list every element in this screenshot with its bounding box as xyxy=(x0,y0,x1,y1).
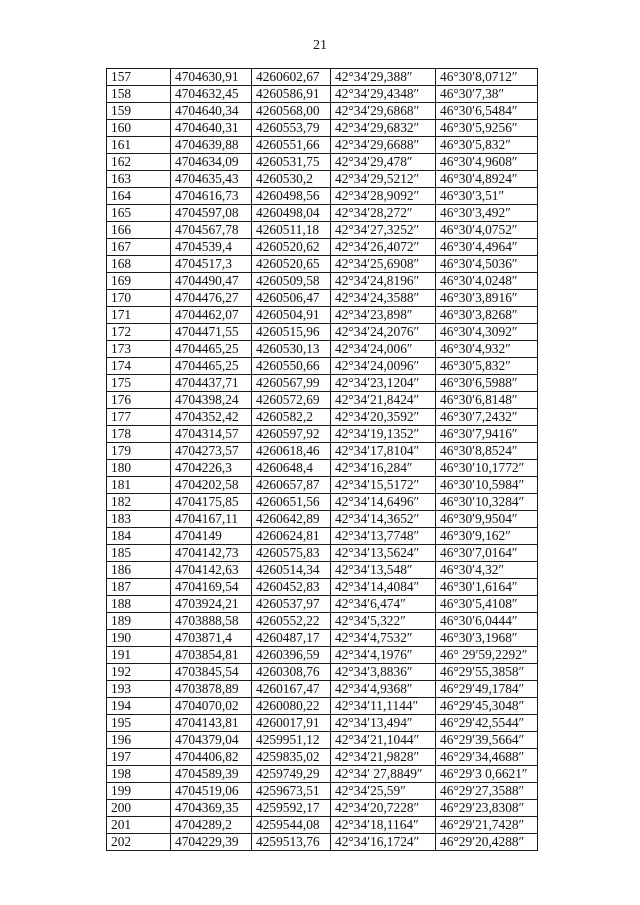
y-coordinate-cell: 4260452,83 xyxy=(252,579,331,596)
point-number-cell: 169 xyxy=(107,273,171,290)
x-coordinate-cell: 4704437,71 xyxy=(171,375,252,392)
latitude-cell: 42°34′16,1724″ xyxy=(331,834,436,851)
point-number-cell: 164 xyxy=(107,188,171,205)
x-coordinate-cell: 4704640,31 xyxy=(171,120,252,137)
x-coordinate-cell: 4704589,39 xyxy=(171,766,252,783)
y-coordinate-cell: 4260167,47 xyxy=(252,681,331,698)
latitude-cell: 42°34′3,8836″ xyxy=(331,664,436,681)
table-row xyxy=(107,256,538,273)
y-coordinate-cell: 4260572,69 xyxy=(252,392,331,409)
x-coordinate-cell: 4703854,81 xyxy=(171,647,252,664)
latitude-cell: 42°34′11,1144″ xyxy=(331,698,436,715)
latitude-cell: 42°34′29,4348″ xyxy=(331,86,436,103)
latitude-cell: 42°34′25,6908″ xyxy=(331,256,436,273)
point-number-cell: 177 xyxy=(107,409,171,426)
table-row xyxy=(107,766,538,783)
table-row xyxy=(107,613,538,630)
x-coordinate-cell: 4704630,91 xyxy=(171,69,252,86)
longitude-cell: 46°30′9,9504″ xyxy=(436,511,538,528)
table-row xyxy=(107,545,538,562)
y-coordinate-cell: 4260487,17 xyxy=(252,630,331,647)
latitude-cell: 42°34′14,4084″ xyxy=(331,579,436,596)
longitude-cell: 46°29′55,3858″ xyxy=(436,664,538,681)
x-coordinate-cell: 4704070,02 xyxy=(171,698,252,715)
longitude-cell: 46°30′4,5036″ xyxy=(436,256,538,273)
longitude-cell: 46°29′49,1784″ xyxy=(436,681,538,698)
y-coordinate-cell: 4260551,66 xyxy=(252,137,331,154)
y-coordinate-cell: 4260530,2 xyxy=(252,171,331,188)
table-row xyxy=(107,783,538,800)
x-coordinate-cell: 4704640,34 xyxy=(171,103,252,120)
point-number-cell: 158 xyxy=(107,86,171,103)
y-coordinate-cell: 4260514,34 xyxy=(252,562,331,579)
y-coordinate-cell: 4260080,22 xyxy=(252,698,331,715)
table-row xyxy=(107,171,538,188)
point-number-cell: 167 xyxy=(107,239,171,256)
table-row xyxy=(107,800,538,817)
point-number-cell: 190 xyxy=(107,630,171,647)
x-coordinate-cell: 4704169,54 xyxy=(171,579,252,596)
latitude-cell: 42°34′24,0096″ xyxy=(331,358,436,375)
table-row xyxy=(107,647,538,664)
y-coordinate-cell: 4260651,56 xyxy=(252,494,331,511)
longitude-cell: 46°30′7,0164″ xyxy=(436,545,538,562)
latitude-cell: 42°34′21,9828″ xyxy=(331,749,436,766)
y-coordinate-cell: 4260515,96 xyxy=(252,324,331,341)
point-number-cell: 171 xyxy=(107,307,171,324)
x-coordinate-cell: 4704226,3 xyxy=(171,460,252,477)
longitude-cell: 46°30′5,832″ xyxy=(436,358,538,375)
point-number-cell: 187 xyxy=(107,579,171,596)
longitude-cell: 46°30′8,0712″ xyxy=(436,69,538,86)
longitude-cell: 46°30′10,1772″ xyxy=(436,460,538,477)
longitude-cell: 46°30′4,0248″ xyxy=(436,273,538,290)
point-number-cell: 195 xyxy=(107,715,171,732)
latitude-cell: 42°34′4,7532″ xyxy=(331,630,436,647)
table-row xyxy=(107,749,538,766)
longitude-cell: 46°30′7,9416″ xyxy=(436,426,538,443)
longitude-cell: 46°30′4,32″ xyxy=(436,562,538,579)
latitude-cell: 42°34′18,1164″ xyxy=(331,817,436,834)
latitude-cell: 42°34′29,388″ xyxy=(331,69,436,86)
latitude-cell: 42°34′20,3592″ xyxy=(331,409,436,426)
table-row xyxy=(107,239,538,256)
y-coordinate-cell: 4260509,58 xyxy=(252,273,331,290)
point-number-cell: 175 xyxy=(107,375,171,392)
table-row xyxy=(107,477,538,494)
table-row xyxy=(107,426,538,443)
point-number-cell: 179 xyxy=(107,443,171,460)
x-coordinate-cell: 4704465,25 xyxy=(171,341,252,358)
point-number-cell: 170 xyxy=(107,290,171,307)
table-row xyxy=(107,205,538,222)
point-number-cell: 163 xyxy=(107,171,171,188)
table-row xyxy=(107,817,538,834)
longitude-cell: 46°30′7,38″ xyxy=(436,86,538,103)
longitude-cell: 46°30′4,0752″ xyxy=(436,222,538,239)
point-number-cell: 192 xyxy=(107,664,171,681)
table-row xyxy=(107,409,538,426)
y-coordinate-cell: 4260552,22 xyxy=(252,613,331,630)
latitude-cell: 42°34′29,6868″ xyxy=(331,103,436,120)
latitude-cell: 42°34′23,1204″ xyxy=(331,375,436,392)
y-coordinate-cell: 4260624,81 xyxy=(252,528,331,545)
table-row xyxy=(107,103,538,120)
point-number-cell: 181 xyxy=(107,477,171,494)
point-number-cell: 178 xyxy=(107,426,171,443)
table-row xyxy=(107,188,538,205)
y-coordinate-cell: 4260396,59 xyxy=(252,647,331,664)
point-number-cell: 189 xyxy=(107,613,171,630)
point-number-cell: 200 xyxy=(107,800,171,817)
x-coordinate-cell: 4704616,73 xyxy=(171,188,252,205)
x-coordinate-cell: 4704517,3 xyxy=(171,256,252,273)
point-number-cell: 202 xyxy=(107,834,171,851)
latitude-cell: 42°34′ 27,8849″ xyxy=(331,766,436,783)
y-coordinate-cell: 4260568,00 xyxy=(252,103,331,120)
longitude-cell: 46°30′5,832″ xyxy=(436,137,538,154)
latitude-cell: 42°34′29,6688″ xyxy=(331,137,436,154)
coordinates-table xyxy=(106,68,538,851)
y-coordinate-cell: 4260642,89 xyxy=(252,511,331,528)
latitude-cell: 42°34′4,9368″ xyxy=(331,681,436,698)
x-coordinate-cell: 4704175,85 xyxy=(171,494,252,511)
longitude-cell: 46°29′39,5664″ xyxy=(436,732,538,749)
table-row xyxy=(107,69,538,86)
y-coordinate-cell: 4259749,29 xyxy=(252,766,331,783)
longitude-cell: 46°30′3,51″ xyxy=(436,188,538,205)
point-number-cell: 198 xyxy=(107,766,171,783)
table-row xyxy=(107,358,538,375)
point-number-cell: 166 xyxy=(107,222,171,239)
x-coordinate-cell: 4704142,73 xyxy=(171,545,252,562)
x-coordinate-cell: 4704142,63 xyxy=(171,562,252,579)
x-coordinate-cell: 4703924,21 xyxy=(171,596,252,613)
point-number-cell: 161 xyxy=(107,137,171,154)
longitude-cell: 46°29′3 0,6621″ xyxy=(436,766,538,783)
x-coordinate-cell: 4704539,4 xyxy=(171,239,252,256)
longitude-cell: 46°30′8,8524″ xyxy=(436,443,538,460)
table-row xyxy=(107,86,538,103)
y-coordinate-cell: 4260308,76 xyxy=(252,664,331,681)
y-coordinate-cell: 4260531,75 xyxy=(252,154,331,171)
longitude-cell: 46°30′6,8148″ xyxy=(436,392,538,409)
x-coordinate-cell: 4704490,47 xyxy=(171,273,252,290)
latitude-cell: 42°34′13,494″ xyxy=(331,715,436,732)
x-coordinate-cell: 4704143,81 xyxy=(171,715,252,732)
y-coordinate-cell: 4260648,4 xyxy=(252,460,331,477)
table-row xyxy=(107,579,538,596)
table-row xyxy=(107,222,538,239)
y-coordinate-cell: 4259592,17 xyxy=(252,800,331,817)
y-coordinate-cell: 4259951,12 xyxy=(252,732,331,749)
longitude-cell: 46°30′5,9256″ xyxy=(436,120,538,137)
y-coordinate-cell: 4260602,67 xyxy=(252,69,331,86)
table-row xyxy=(107,375,538,392)
table-row xyxy=(107,307,538,324)
longitude-cell: 46°30′4,4964″ xyxy=(436,239,538,256)
point-number-cell: 196 xyxy=(107,732,171,749)
point-number-cell: 199 xyxy=(107,783,171,800)
longitude-cell: 46°30′1,6164″ xyxy=(436,579,538,596)
latitude-cell: 42°34′29,5212″ xyxy=(331,171,436,188)
latitude-cell: 42°34′13,5624″ xyxy=(331,545,436,562)
y-coordinate-cell: 4260553,79 xyxy=(252,120,331,137)
latitude-cell: 42°34′5,322″ xyxy=(331,613,436,630)
x-coordinate-cell: 4704471,55 xyxy=(171,324,252,341)
y-coordinate-cell: 4260511,18 xyxy=(252,222,331,239)
coordinates-table-body xyxy=(107,69,538,851)
point-number-cell: 185 xyxy=(107,545,171,562)
latitude-cell: 42°34′4,1976″ xyxy=(331,647,436,664)
table-row xyxy=(107,154,538,171)
y-coordinate-cell: 4260530,13 xyxy=(252,341,331,358)
longitude-cell: 46°29′21,7428″ xyxy=(436,817,538,834)
point-number-cell: 162 xyxy=(107,154,171,171)
y-coordinate-cell: 4260498,04 xyxy=(252,205,331,222)
table-row xyxy=(107,664,538,681)
latitude-cell: 42°34′14,6496″ xyxy=(331,494,436,511)
latitude-cell: 42°34′25,59″ xyxy=(331,783,436,800)
point-number-cell: 193 xyxy=(107,681,171,698)
longitude-cell: 46°29′20,4288″ xyxy=(436,834,538,851)
point-number-cell: 176 xyxy=(107,392,171,409)
x-coordinate-cell: 4704379,04 xyxy=(171,732,252,749)
point-number-cell: 201 xyxy=(107,817,171,834)
table-row xyxy=(107,732,538,749)
latitude-cell: 42°34′21,1044″ xyxy=(331,732,436,749)
x-coordinate-cell: 4703871,4 xyxy=(171,630,252,647)
x-coordinate-cell: 4704567,78 xyxy=(171,222,252,239)
x-coordinate-cell: 4704519,06 xyxy=(171,783,252,800)
table-row xyxy=(107,596,538,613)
latitude-cell: 42°34′23,898″ xyxy=(331,307,436,324)
latitude-cell: 42°34′28,9092″ xyxy=(331,188,436,205)
y-coordinate-cell: 4259513,76 xyxy=(252,834,331,851)
x-coordinate-cell: 4704149 xyxy=(171,528,252,545)
latitude-cell: 42°34′26,4072″ xyxy=(331,239,436,256)
latitude-cell: 42°34′24,006″ xyxy=(331,341,436,358)
point-number-cell: 194 xyxy=(107,698,171,715)
latitude-cell: 42°34′24,2076″ xyxy=(331,324,436,341)
x-coordinate-cell: 4704273,57 xyxy=(171,443,252,460)
table-row xyxy=(107,137,538,154)
x-coordinate-cell: 4703878,89 xyxy=(171,681,252,698)
longitude-cell: 46°30′4,9608″ xyxy=(436,154,538,171)
table-row xyxy=(107,698,538,715)
x-coordinate-cell: 4704289,2 xyxy=(171,817,252,834)
point-number-cell: 157 xyxy=(107,69,171,86)
point-number-cell: 197 xyxy=(107,749,171,766)
point-number-cell: 191 xyxy=(107,647,171,664)
longitude-cell: 46°29′27,3588″ xyxy=(436,783,538,800)
x-coordinate-cell: 4704597,08 xyxy=(171,205,252,222)
latitude-cell: 42°34′14,3652″ xyxy=(331,511,436,528)
point-number-cell: 172 xyxy=(107,324,171,341)
longitude-cell: 46°30′3,492″ xyxy=(436,205,538,222)
x-coordinate-cell: 4703888,58 xyxy=(171,613,252,630)
point-number-cell: 160 xyxy=(107,120,171,137)
latitude-cell: 42°34′16,284″ xyxy=(331,460,436,477)
table-row xyxy=(107,562,538,579)
point-number-cell: 184 xyxy=(107,528,171,545)
y-coordinate-cell: 4260550,66 xyxy=(252,358,331,375)
latitude-cell: 42°34′6,474″ xyxy=(331,596,436,613)
y-coordinate-cell: 4259673,51 xyxy=(252,783,331,800)
y-coordinate-cell: 4259835,02 xyxy=(252,749,331,766)
x-coordinate-cell: 4704352,42 xyxy=(171,409,252,426)
y-coordinate-cell: 4259544,08 xyxy=(252,817,331,834)
x-coordinate-cell: 4704476,27 xyxy=(171,290,252,307)
y-coordinate-cell: 4260586,91 xyxy=(252,86,331,103)
x-coordinate-cell: 4704202,58 xyxy=(171,477,252,494)
x-coordinate-cell: 4704634,09 xyxy=(171,154,252,171)
longitude-cell: 46°29′45,3048″ xyxy=(436,698,538,715)
table-row xyxy=(107,324,538,341)
longitude-cell: 46°30′5,4108″ xyxy=(436,596,538,613)
point-number-cell: 183 xyxy=(107,511,171,528)
y-coordinate-cell: 4260567,99 xyxy=(252,375,331,392)
latitude-cell: 42°34′24,8196″ xyxy=(331,273,436,290)
table-row xyxy=(107,460,538,477)
x-coordinate-cell: 4704465,25 xyxy=(171,358,252,375)
point-number-cell: 159 xyxy=(107,103,171,120)
latitude-cell: 42°34′24,3588″ xyxy=(331,290,436,307)
table-row xyxy=(107,341,538,358)
y-coordinate-cell: 4260537,97 xyxy=(252,596,331,613)
table-row xyxy=(107,290,538,307)
latitude-cell: 42°34′15,5172″ xyxy=(331,477,436,494)
x-coordinate-cell: 4704167,11 xyxy=(171,511,252,528)
latitude-cell: 42°34′20,7228″ xyxy=(331,800,436,817)
longitude-cell: 46°30′6,0444″ xyxy=(436,613,538,630)
table-row xyxy=(107,392,538,409)
latitude-cell: 42°34′19,1352″ xyxy=(331,426,436,443)
y-coordinate-cell: 4260597,92 xyxy=(252,426,331,443)
longitude-cell: 46°29′42,5544″ xyxy=(436,715,538,732)
latitude-cell: 42°34′29,478″ xyxy=(331,154,436,171)
y-coordinate-cell: 4260520,65 xyxy=(252,256,331,273)
x-coordinate-cell: 4704639,88 xyxy=(171,137,252,154)
table-row xyxy=(107,494,538,511)
point-number-cell: 182 xyxy=(107,494,171,511)
x-coordinate-cell: 4704369,35 xyxy=(171,800,252,817)
longitude-cell: 46°29′34,4688″ xyxy=(436,749,538,766)
longitude-cell: 46°29′23,8308″ xyxy=(436,800,538,817)
x-coordinate-cell: 4704462,07 xyxy=(171,307,252,324)
latitude-cell: 42°34′13,548″ xyxy=(331,562,436,579)
y-coordinate-cell: 4260657,87 xyxy=(252,477,331,494)
longitude-cell: 46° 29′59,2292″ xyxy=(436,647,538,664)
table-row xyxy=(107,443,538,460)
table-row xyxy=(107,528,538,545)
y-coordinate-cell: 4260520,62 xyxy=(252,239,331,256)
y-coordinate-cell: 4260504,91 xyxy=(252,307,331,324)
point-number-cell: 173 xyxy=(107,341,171,358)
latitude-cell: 42°34′29,6832″ xyxy=(331,120,436,137)
point-number-cell: 188 xyxy=(107,596,171,613)
longitude-cell: 46°30′6,5484″ xyxy=(436,103,538,120)
y-coordinate-cell: 4260575,83 xyxy=(252,545,331,562)
longitude-cell: 46°30′7,2432″ xyxy=(436,409,538,426)
table-row xyxy=(107,834,538,851)
x-coordinate-cell: 4703845,54 xyxy=(171,664,252,681)
point-number-cell: 165 xyxy=(107,205,171,222)
page-number: 21 xyxy=(313,38,327,53)
longitude-cell: 46°30′6,5988″ xyxy=(436,375,538,392)
table-row xyxy=(107,630,538,647)
point-number-cell: 180 xyxy=(107,460,171,477)
y-coordinate-cell: 4260506,47 xyxy=(252,290,331,307)
longitude-cell: 46°30′10,5984″ xyxy=(436,477,538,494)
x-coordinate-cell: 4704406,82 xyxy=(171,749,252,766)
latitude-cell: 42°34′28,272″ xyxy=(331,205,436,222)
x-coordinate-cell: 4704635,43 xyxy=(171,171,252,188)
x-coordinate-cell: 4704229,39 xyxy=(171,834,252,851)
x-coordinate-cell: 4704632,45 xyxy=(171,86,252,103)
table-row xyxy=(107,120,538,137)
longitude-cell: 46°30′3,8916″ xyxy=(436,290,538,307)
longitude-cell: 46°30′3,8268″ xyxy=(436,307,538,324)
y-coordinate-cell: 4260618,46 xyxy=(252,443,331,460)
point-number-cell: 186 xyxy=(107,562,171,579)
longitude-cell: 46°30′4,932″ xyxy=(436,341,538,358)
latitude-cell: 42°34′13,7748″ xyxy=(331,528,436,545)
y-coordinate-cell: 4260017,91 xyxy=(252,715,331,732)
longitude-cell: 46°30′9,162″ xyxy=(436,528,538,545)
point-number-cell: 168 xyxy=(107,256,171,273)
point-number-cell: 174 xyxy=(107,358,171,375)
table-row xyxy=(107,681,538,698)
table-row xyxy=(107,273,538,290)
latitude-cell: 42°34′21,8424″ xyxy=(331,392,436,409)
x-coordinate-cell: 4704398,24 xyxy=(171,392,252,409)
latitude-cell: 42°34′17,8104″ xyxy=(331,443,436,460)
longitude-cell: 46°30′3,1968″ xyxy=(436,630,538,647)
x-coordinate-cell: 4704314,57 xyxy=(171,426,252,443)
longitude-cell: 46°30′10,3284″ xyxy=(436,494,538,511)
table-row xyxy=(107,511,538,528)
latitude-cell: 42°34′27,3252″ xyxy=(331,222,436,239)
table-row xyxy=(107,715,538,732)
y-coordinate-cell: 4260582,2 xyxy=(252,409,331,426)
longitude-cell: 46°30′4,8924″ xyxy=(436,171,538,188)
y-coordinate-cell: 4260498,56 xyxy=(252,188,331,205)
longitude-cell: 46°30′4,3092″ xyxy=(436,324,538,341)
